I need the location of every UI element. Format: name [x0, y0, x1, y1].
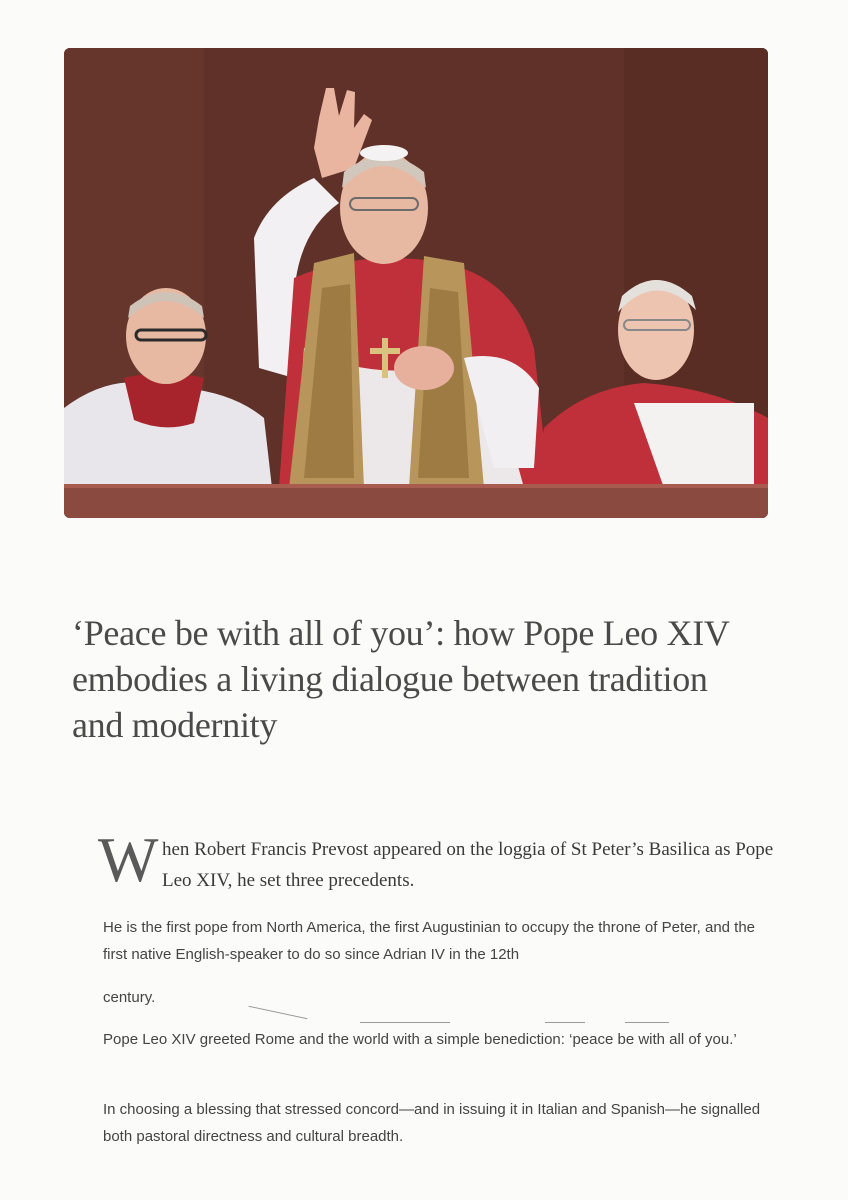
paragraph-first-pope-end: century. — [103, 989, 156, 1006]
article-headline: ‘Peace be with all of you’: how Pope Leo XIV embodies a living dialogue between tradition and modernity — [72, 613, 729, 745]
scan-artifact-line — [360, 1022, 450, 1023]
paragraph-first-pope: He is the first pope from North America, the first Augustinian to occupy the throne of Peter, and the first native English-speaker to do so since Adrian IV in the 12th — [103, 919, 756, 963]
scan-artifact-line — [545, 1022, 585, 1023]
article-lede — [98, 824, 778, 896]
paragraph-blessing: In choosing a blessing that stressed concord—and in issuing it in Italian and Spanish—he signalled both pastoral directness and cultural breadth. — [103, 1101, 761, 1145]
scan-artifact-line — [625, 1022, 669, 1023]
photo-illustration — [64, 48, 768, 518]
drop-cap: W — [98, 824, 159, 895]
paragraph-benediction: Pope Leo XIV greeted Rome and the world with a simple benediction: ‘peace be with all of you.’ — [103, 1031, 737, 1048]
lede-text: hen Robert Francis Prevost appeared on the loggia of St Peter’s Basilica as Pope Leo XIV, he set three precedents. — [162, 839, 774, 891]
hero-photo — [64, 48, 768, 518]
